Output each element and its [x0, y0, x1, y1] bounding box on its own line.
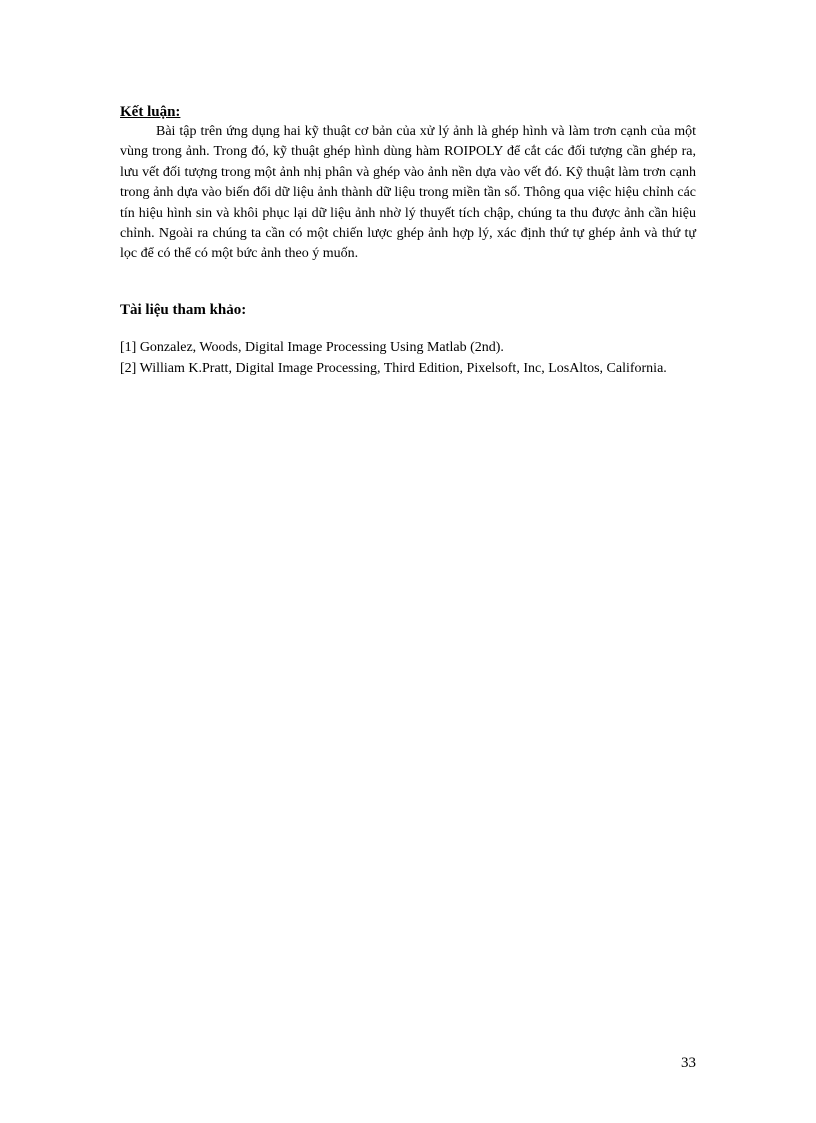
conclusion-section [120, 102, 696, 265]
conclusion-paragraph: Bài tập trên ứng dụng hai kỹ thuật cơ bản của xử lý ảnh là ghép hình và làm trơn cạnh của một vùng trong ảnh. Trong đó, kỹ thuật ghép hình dùng hàm ROIPOLY để cắt các đối tượng cần ghép ra, lưu vết đối tượng trong một ảnh nhị phân và ghép vào ảnh nền dựa vào vết đó. Kỹ thuật làm trơn cạnh trong ảnh dựa vào biến đổi dữ liệu ảnh thành dữ liệu trong miền tần số. Thông qua việc hiệu chỉnh các tín hiệu hình sin và khôi phục lại dữ liệu ảnh nhờ lý thuyết tích chập, chúng ta thu được ảnh cần hiệu chỉnh. Ngoài ra chúng ta cần có một chiến lược ghép ảnh hợp lý, xác định thứ tự ghép ảnh và thứ tự lọc để có thể có một bức ảnh theo ý muốn. [120, 124, 696, 262]
references-list [120, 338, 696, 379]
references-section [120, 300, 696, 379]
conclusion-heading: Kết luận: [120, 104, 181, 120]
page-number: 33 [681, 1055, 696, 1071]
reference-item-1: [1] Gonzalez, Woods, Digital Image Processing Using Matlab (2nd). [120, 340, 504, 355]
reference-item-2: [2] William K.Pratt, Digital Image Processing, Third Edition, Pixelsoft, Inc, LosAltos, California. [120, 360, 667, 376]
references-heading: Tài liệu tham khảo: [120, 302, 247, 318]
